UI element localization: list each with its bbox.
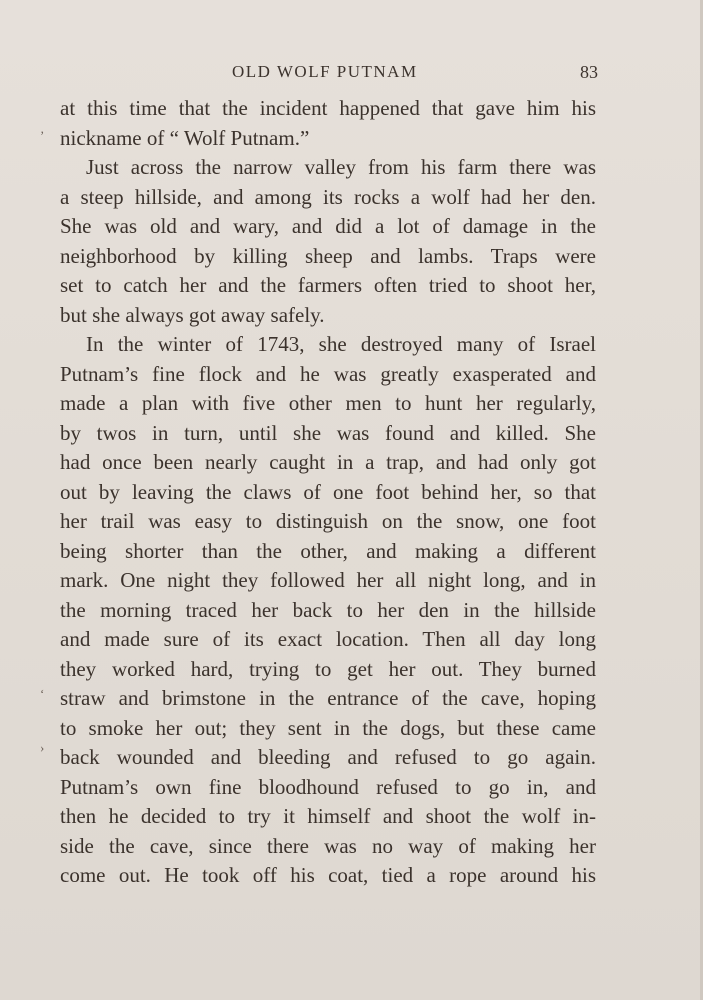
text-line: they worked hard, trying to get her out. They burned bbox=[60, 656, 596, 681]
text-line: come out. He took off his coat, tied a rope around his bbox=[60, 863, 596, 887]
page-header bbox=[60, 62, 600, 90]
text-line: Just across the narrow valley from his farm there was bbox=[86, 155, 596, 179]
text-line: her trail was easy to distinguish on the snow, one foot bbox=[60, 509, 596, 533]
text-line: out by leaving the claws of one foot behind her, so that bbox=[60, 479, 596, 504]
text-line: to smoke her out; they sent in the dogs, but these came bbox=[60, 715, 596, 740]
text-line: She was old and wary, and did a lot of damage in the bbox=[60, 214, 596, 238]
page-number: 83 bbox=[580, 62, 598, 82]
text-line: nickname of “ Wolf Putnam.” bbox=[60, 125, 310, 150]
body-text bbox=[60, 94, 596, 891]
text-line: straw and brimstone in the entrance of the cave, hoping bbox=[60, 686, 596, 710]
text-line: then he decided to try it himself and shoot the wolf in- bbox=[60, 804, 596, 828]
text-line: side the cave, since there was no way of making her bbox=[60, 833, 596, 858]
text-line: and made sure of its exact location. Then all day long bbox=[60, 627, 596, 651]
running-title: OLD WOLF PUTNAM bbox=[232, 62, 418, 81]
text-line: the morning traced her back to her den in the hillside bbox=[60, 597, 596, 622]
text-line: had once been nearly caught in a trap, and had only got bbox=[60, 450, 596, 474]
text-line: by twos in turn, until she was found and killed. She bbox=[60, 420, 596, 445]
text-line: but she always got away safely. bbox=[60, 302, 325, 327]
text-line: Putnam’s fine flock and he was greatly exasperated and bbox=[60, 361, 596, 386]
margin-speck: › bbox=[40, 740, 45, 755]
text-line: In the winter of 1743, she destroyed many of Israel bbox=[86, 332, 596, 356]
text-line: neighborhood by killing sheep and lambs. Traps were bbox=[60, 243, 596, 268]
text-line: at this time that the incident happened that gave him his bbox=[60, 96, 596, 120]
text-line: Putnam’s own fine bloodhound refused to go in, and bbox=[60, 774, 596, 799]
margin-speck: ‘ bbox=[40, 686, 45, 701]
text-line: a steep hillside, and among its rocks a wolf had her den. bbox=[60, 184, 596, 209]
text-line: being shorter than the other, and making a different bbox=[60, 538, 596, 563]
text-line: back wounded and bleeding and refused to go again. bbox=[60, 745, 596, 769]
text-line: made a plan with five other men to hunt her regularly, bbox=[60, 391, 596, 415]
margin-speck: ’ bbox=[40, 128, 45, 143]
text-line: mark. One night they followed her all night long, and in bbox=[60, 568, 596, 592]
text-line: set to catch her and the farmers often tried to shoot her, bbox=[60, 273, 596, 297]
